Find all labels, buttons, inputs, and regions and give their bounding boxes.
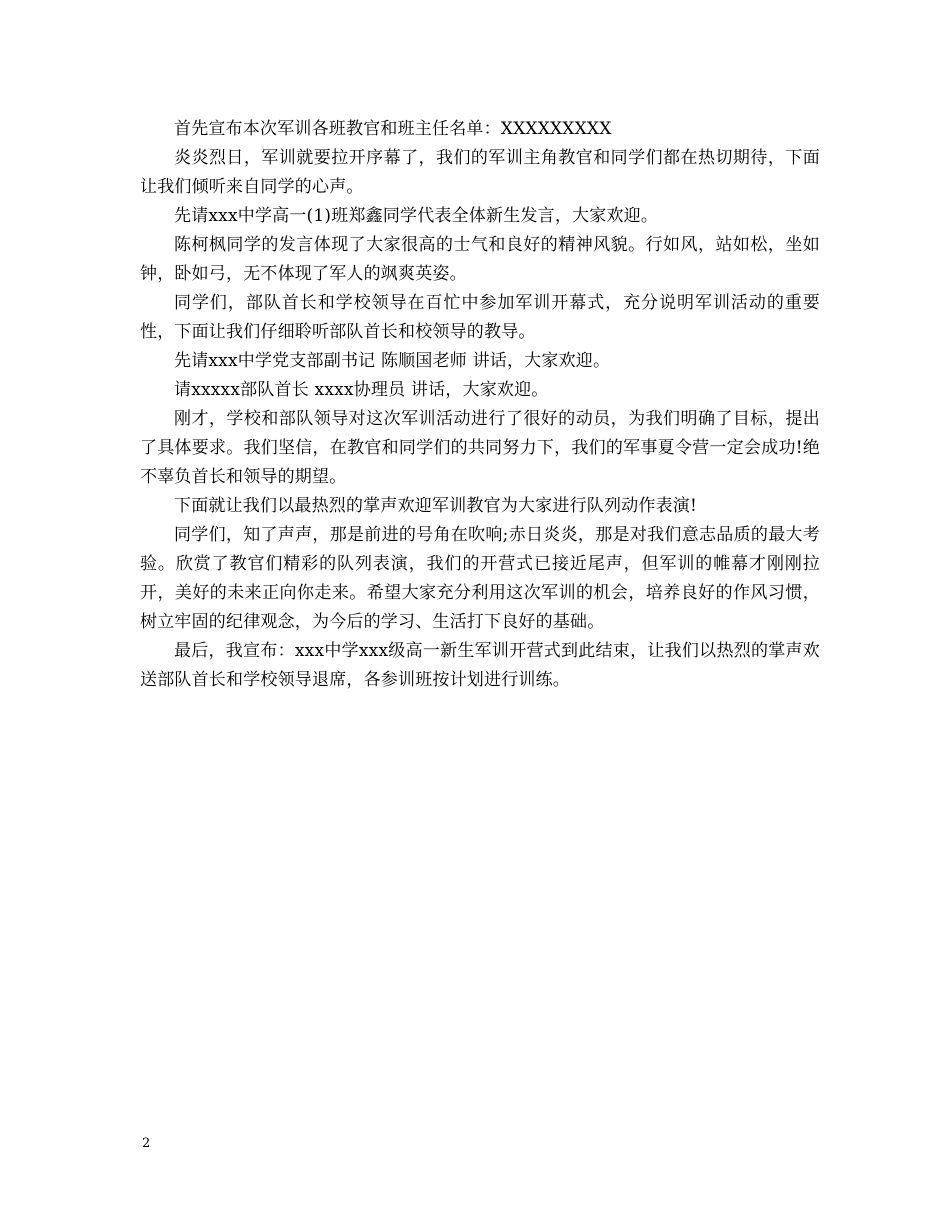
paragraph-opening: 炎炎烈日，军训就要拉开序幕了，我们的军训主角教官和同学们都在热切期待，下面让我们倾听来自同学的心声。 (140, 148, 820, 197)
paragraph-closing-remarks: 同学们，知了声声，那是前进的号角在吹响;赤日炎炎，那是对我们意志品质的最大考验。欣赏了教官们精彩的队列表演，我们的开营式已接近尾声，但军训的帷幕才刚刚拉开，美好的未来正向你走来。希望大家充分利用这次军训的机会，培养良好的作风习惯，树立牢固的纪律观念，为今后的学习、生活打下良好的基础。 (140, 525, 820, 632)
paragraph-drill-demo: 下面就让我们以最热烈的掌声欢迎军训教官为大家进行队列动作表演! (174, 496, 698, 516)
paragraph-announcement: 首先宣布本次军训各班教官和班主任名单：XXXXXXXXX (174, 119, 612, 139)
paragraph-party-secretary: 先请xxx中学党支部副书记 陈顺国老师 讲话，大家欢迎。 (174, 351, 611, 371)
paragraph-leaders-intro: 同学们，部队首长和学校领导在百忙中参加军训开幕式，充分说明军训活动的重要性，下面让我们仔细聆听部队首长和校领导的教导。 (140, 293, 820, 342)
page-number: 2 (142, 1136, 151, 1151)
paragraph-student-speech: 先请xxx中学高一(1)班郑鑫同学代表全体新生发言，大家欢迎。 (174, 206, 659, 226)
paragraph-final-announcement: 最后，我宣布：xxx中学xxx级高一新生军训开营式到此结束，让我们以热烈的掌声欢送部队首长和学校领导退席，各参训班按计划进行训练。 (140, 641, 820, 690)
paragraph-speech-comment: 陈柯枫同学的发言体现了大家很高的士气和良好的精神风貌。行如风，站如松，坐如钟，卧如弓，无不体现了军人的飒爽英姿。 (140, 235, 820, 284)
paragraph-army-chief: 请xxxxx部队首长 xxxx协理员 讲话，大家欢迎。 (174, 380, 549, 400)
paragraph-mobilization: 刚才，学校和部队领导对这次军训活动进行了很好的动员，为我们明确了目标，提出了具体要求。我们坚信，在教官和同学们的共同努力下，我们的军事夏令营一定会成功!绝不辜负首长和领导的期望。 (140, 409, 820, 487)
document-body (140, 115, 820, 695)
